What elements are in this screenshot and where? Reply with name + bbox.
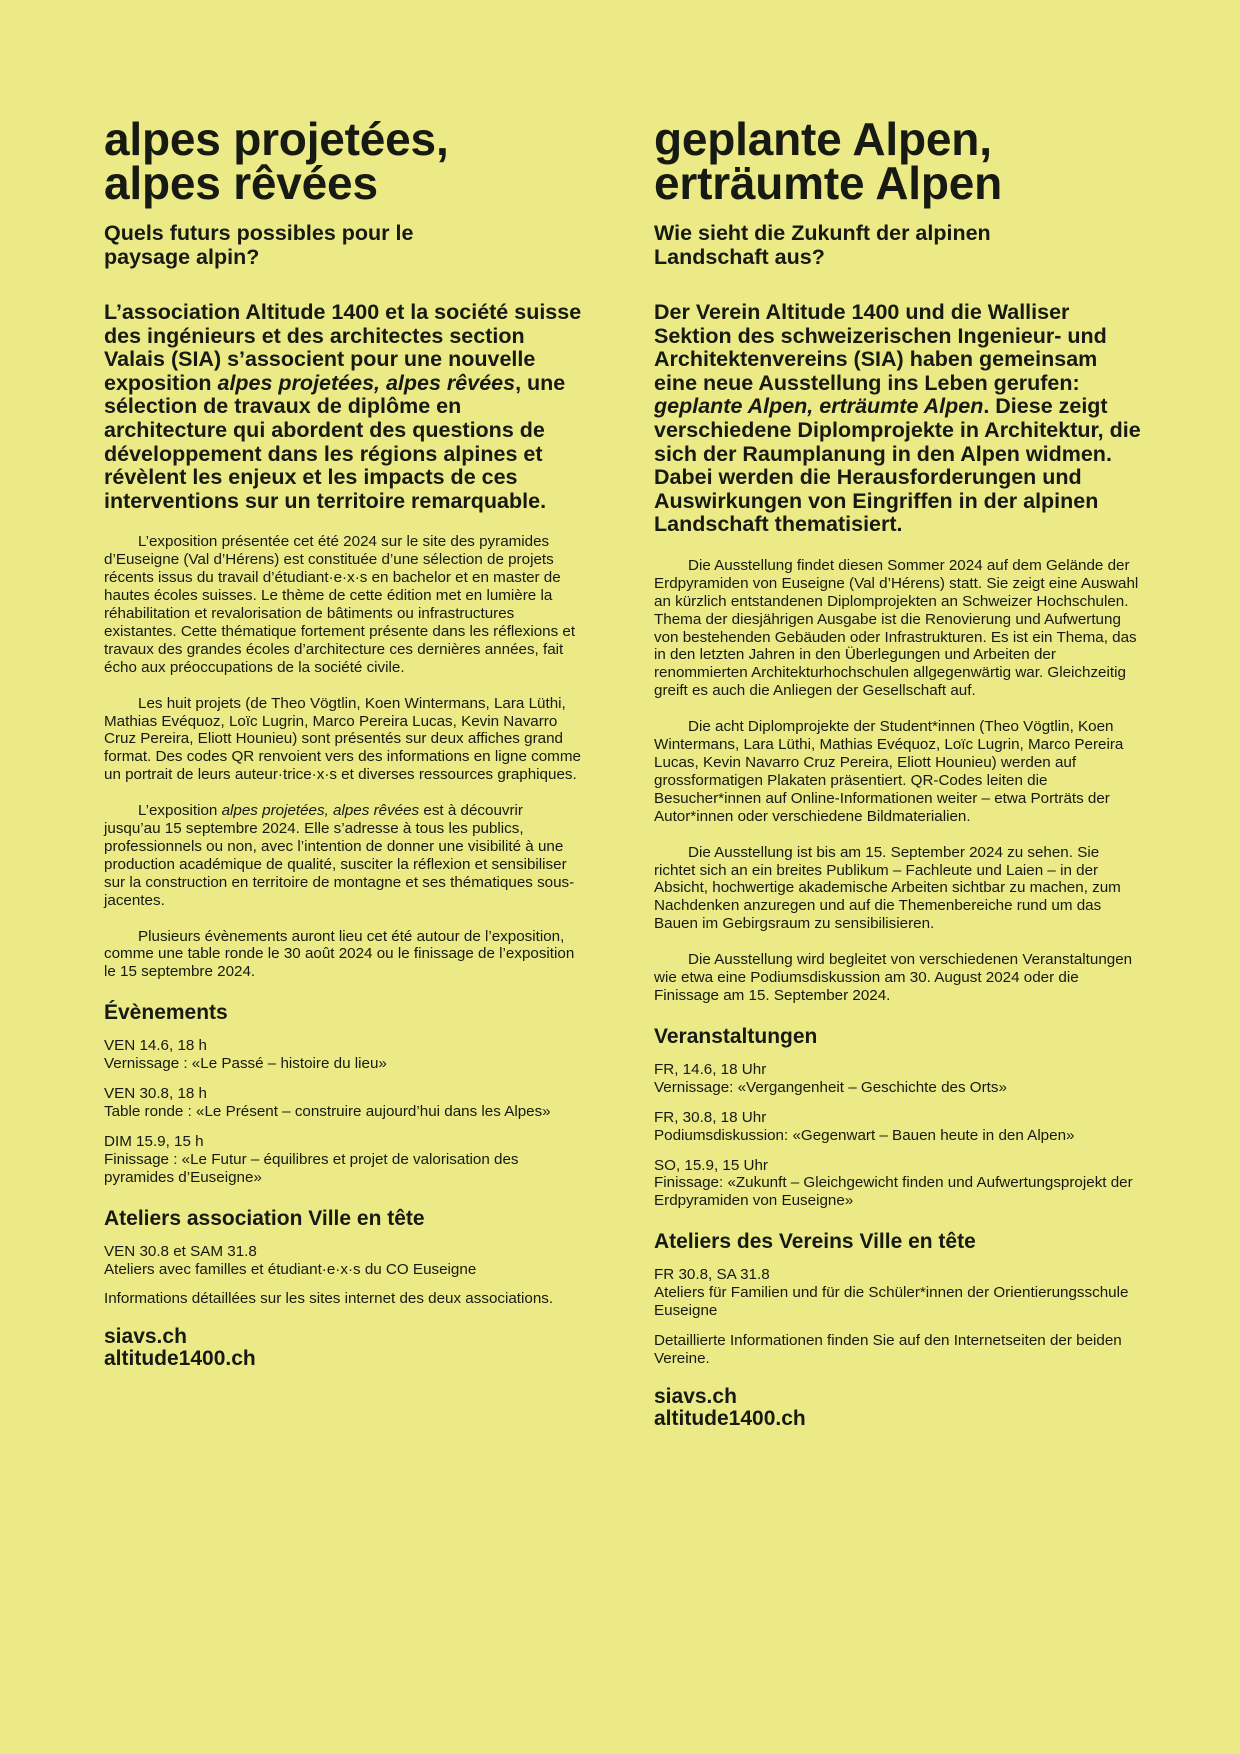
link-altitude1400[interactable]: altitude1400.ch (654, 1406, 806, 1430)
link-siavs[interactable]: siavs.ch (104, 1325, 187, 1349)
french-paragraph-1: L’exposition présentée cet été 2024 sur le site des pyramides d’Euseigne (Val d’Hérens) est constituée d’une sélection de projets récents issus du travail d’étudiant·e·x·s en bachelor et en master de hautes écoles suisses. Le thème de cette édition met en lumière la réhabilitation et revalorisation de bâtiments ou infrastructures existantes. Cette thématique fortement présente dans les réflexions et travaux des grandes écoles d’architecture ces dernières années, fait écho aux préoccupations de la société civile. (104, 533, 576, 676)
link-siavs[interactable]: siavs.ch (654, 1384, 737, 1408)
german-lead-text: Der Verein Altitude 1400 und die Walliser Sektion des schweizerischen Ingenieur- und Architektenvereins (SIA) haben gemeinsam eine neue Ausstellung ins Leben gerufen: (654, 300, 1107, 395)
german-event (654, 1109, 1144, 1145)
event-date: VEN 14.6, 18 h (104, 1037, 208, 1055)
french-paragraph-3-exhibition-title: alpes projetées, alpes rêvées (221, 802, 420, 820)
event-date: SO, 15.9, 15 Uhr (654, 1156, 768, 1174)
event-date: VEN 30.8, 18 h (104, 1085, 208, 1103)
french-lead-exhibition-title: alpes projetées, alpes rêvées (217, 370, 516, 395)
french-info: Informations détaillées sur les sites internet des deux associations. (104, 1290, 554, 1308)
ateliers-date: FR 30.8, SA 31.8 (654, 1266, 770, 1284)
french-column (104, 113, 582, 1371)
french-links (104, 1326, 582, 1370)
german-lead-text-end: . Diese zeigt verschiedene Diplomprojekte in Architektur, die sich der Raumplanung in den Alpen widmen. Dabei werden die Herausforderungen und Auswirkungen von Eingriffen in der alpinen Landschaft thematisiert. (654, 394, 1141, 537)
german-event (654, 1157, 1144, 1211)
french-lead-text-end: , une sélection de travaux de diplôme en architecture qui abordent des questions de développement dans les régions alpines et révèlent les enjeux et les impacts de ces interventions sur un territoire remarquable. (104, 370, 566, 513)
german-lead (654, 301, 1144, 537)
event-description: Vernissage: «Vergangenheit – Geschichte des Orts» (654, 1078, 1007, 1096)
german-links (654, 1386, 1144, 1430)
german-paragraph-3: Die Ausstellung ist bis am 15. September 2024 zu sehen. Sie richtet sich an ein breites Publikum – Fachleute und Laien – in der Absicht, hochwertige akademische Arbeiten sichtbar zu machen, zum Nachdenken anzuregen und auf die Themenbereiche rund um das Bauen im Gebirgsraum zu sensibilisieren. (654, 843, 1121, 933)
french-events-heading: Évènements (104, 1001, 228, 1025)
french-paragraph-2: Les huit projets (de Theo Vögtlin, Koen Wintermans, Lara Lüthi, Mathias Evéquoz, Loïc Lugrin, Marco Pereira Lucas, Kevin Navarro Cruz Pereira, Eliott Hounieu) sont présentés sur deux affiches grand format. Des codes QR renvoient vers des informations en ligne comme un portrait de leurs auteur·trice·x·s et diverses ressources graphiques. (104, 694, 581, 784)
german-info: Detaillierte Informationen finden Sie auf den Internetseiten der beiden Vereine. (654, 1331, 1122, 1367)
german-lead-exhibition-title: geplante Alpen, erträumte Alpen (654, 394, 984, 419)
german-subtitle-line-2: Landschaft aus? (654, 245, 825, 269)
german-event (654, 1061, 1144, 1097)
french-lead (104, 301, 582, 513)
german-paragraph-4: Die Ausstellung wird begleitet von verschiedenen Veranstaltungen wie etwa eine Podiumsdiskussion am 30. August 2024 oder die Finissage am 15. September 2024. (654, 951, 1133, 1004)
german-paragraph-1: Die Ausstellung findet diesen Sommer 2024 auf dem Gelände der Erdpyramiden von Euseigne (Val d’Hérens) statt. Sie zeigt eine Auswahl an kürzlich entstandenen Diplomprojekten an Schweizer Hochschulen. Thema der diesjährigen Ausgabe ist die Renovierung und Aufwertung von bestehenden Gebäuden oder Infrastrukturen. Es ist ein Thema, das in den letzten Jahren in den Überlegungen und Arbeiten der renommierten Architekturhochschulen allgegenwärtig war. Gleichzeitig greift es auch die Anliegen der Gesellschaft auf. (654, 556, 1139, 700)
french-event (104, 1133, 582, 1187)
event-date: DIM 15.9, 15 h (104, 1132, 204, 1150)
french-paragraph-4: Plusieurs évènements auront lieu cet été autour de l’exposition, comme une table ronde le 30 août 2024 ou le finissage de l’exposition le 15 septembre 2024. (104, 927, 575, 981)
ateliers-date: VEN 30.8 et SAM 31.8 (104, 1242, 257, 1260)
french-title (104, 113, 582, 209)
german-column (654, 113, 1144, 1430)
french-ateliers (104, 1243, 582, 1279)
event-description: Podiumsdiskussion: «Gegenwart – Bauen heute in den Alpen» (654, 1126, 1075, 1144)
event-description: Finissage: «Zukunft – Gleichgewicht finden und Aufwertungsprojekt der Erdpyramiden von Euseigne» (654, 1174, 1133, 1210)
german-title (654, 113, 1144, 209)
french-paragraph-3-text-end: est à découvrir jusqu’au 15 septembre 2024. Elle s’adresse à tous les publics, professionnels ou non, avec l’intention de donner une visibilité à une production académique de qualité, susciter la réflexion et sensibiliser sur la construction en territoire de montagne et ses thématiques sous-jacentes. (104, 802, 575, 909)
french-paragraph-3-text: L’exposition (138, 802, 222, 820)
event-description: Vernissage : «Le Passé – histoire du lieu» (104, 1055, 387, 1073)
german-body (654, 557, 1144, 1005)
french-subtitle (104, 221, 582, 269)
french-subtitle-line-2: paysage alpin? (104, 245, 260, 269)
ateliers-description: Ateliers avec familles et étudiant·e·x·s du CO Euseigne (104, 1260, 477, 1278)
event-date: FR, 30.8, 18 Uhr (654, 1108, 767, 1126)
german-title-line-2: erträumte Alpen (654, 157, 1003, 209)
french-body (104, 533, 582, 981)
french-subtitle-line-1: Quels futurs possibles pour le (104, 221, 414, 245)
event-description: Table ronde : «Le Présent – construire aujourd’hui dans les Alpes» (104, 1103, 551, 1120)
french-lead-text: L’association Altitude 1400 et la société suisse des ingénieurs et des architectes section Valais (SIA) s’associent pour une nouvelle exposition (104, 300, 582, 395)
ateliers-description: Ateliers für Familien und für die Schüler*innen der Orientierungsschule Euseigne (654, 1284, 1129, 1320)
french-event (104, 1037, 582, 1073)
german-subtitle-line-1: Wie sieht die Zukunft der alpinen (654, 221, 991, 245)
german-events-heading: Veranstaltungen (654, 1024, 818, 1048)
french-ateliers-heading: Ateliers association Ville en tête (104, 1206, 425, 1230)
link-altitude1400[interactable]: altitude1400.ch (104, 1347, 256, 1371)
german-ateliers (654, 1266, 1144, 1320)
french-title-line-1: alpes projetées, (104, 113, 449, 165)
german-paragraph-2: Die acht Diplomprojekte der Student*innen (Theo Vögtlin, Koen Wintermans, Lara Lüthi, Mathias Evéquoz, Loïc Lugrin, Marco Pereira Lucas, Kevin Navarro Cruz Pereira, Eliott Hounieu) werden auf grossformatigen Plakaten präsentiert. QR-Codes leiten die Besucher*innen auf Online-Informationen weiter – etwa Porträts der Autor*innen oder verschiedene Bildmaterialien. (654, 718, 1124, 825)
french-event (104, 1085, 582, 1121)
event-date: FR, 14.6, 18 Uhr (654, 1060, 767, 1078)
german-subtitle (654, 221, 1144, 269)
german-ateliers-heading: Ateliers des Vereins Ville en tête (654, 1230, 976, 1254)
french-title-line-2: alpes rêvées (104, 157, 378, 209)
event-description: Finissage : «Le Futur – équilibres et projet de valorisation des pyramides d’Euseigne» (104, 1150, 519, 1186)
french-paragraph-3 (104, 802, 582, 909)
german-title-line-1: geplante Alpen, (654, 113, 992, 165)
